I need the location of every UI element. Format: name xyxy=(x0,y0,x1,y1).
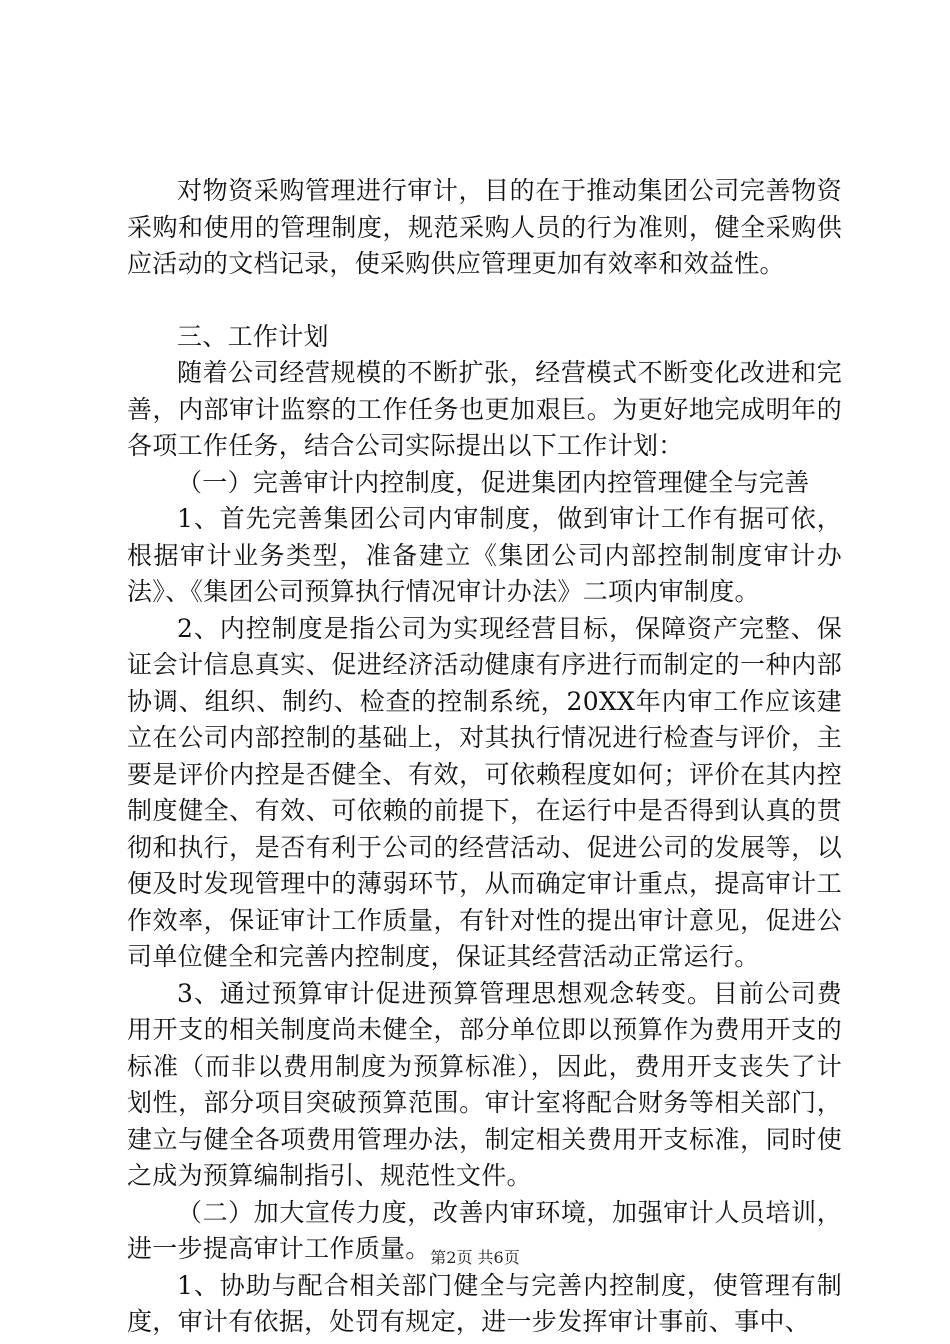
paragraph-item-2: 2、内控制度是指公司为实现经营目标，保障资产完整、保证会计信息真实、促进经济活动健康有序进行而制定的一种内部协调、组织、制约、检查的控制系统，20XX年内审工作应该建立在公司内部控制的基础上，对其执行情况进行检查与评价，主要是评价内控是否健全、有效，可依赖程度如何；评价在其内控制度健全、有效、可依赖的前提下，在运行中是否得到认真的贯彻和执行，是否有利于公司的经营活动、促进公司的发展等，以便及时发现管理中的薄弱环节，从而确定审计重点，提高审计工作效率，保证审计工作质量，有针对性的提出审计意见，促进公司单位健全和完善内控制度，保证其经营活动正常运行。 xyxy=(127,613,842,971)
subheading-two: （二）加大宣传力度，改善内审环境，加强审计人员培训，进一步提高审计工作质量。 xyxy=(127,1197,842,1263)
paragraph-work-plan-intro: 随着公司经营规模的不断扩张，经营模式不断变化改进和完善，内部审计监察的工作任务也更加艰巨。为更好地完成明年的各项工作任务，结合公司实际提出以下工作计划： xyxy=(127,358,842,460)
paragraph-item-3: 3、通过预算审计促进预算管理思想观念转变。目前公司费用开支的相关制度尚未健全，部分单位即以预算作为费用开支的标准（而非以费用制度为预算标准），因此，费用开支丧失了计划性，部分项目突破预算范围。审计室将配合财务等相关部门，建立与健全各项费用管理办法，制定相关费用开支标准，同时使之成为预算编制指引、规范性文件。 xyxy=(127,978,842,1190)
document-body xyxy=(127,173,842,1341)
paragraph-purchasing-audit: 对物资采购管理进行审计，目的在于推动集团公司完善物资采购和使用的管理制度，规范采购人员的行为准则，健全采购供应活动的文档记录，使采购供应管理更加有效率和效益性。 xyxy=(127,176,842,278)
page-number-footer: 第2页 共6页 xyxy=(430,1248,520,1267)
paragraph-item-two-1: 1、协助与配合相关部门健全与完善内控制度，使管理有制度，审计有依据，处罚有规定，进一步发挥审计事前、事中、 xyxy=(127,1270,842,1336)
subheading-one: （一）完善审计内控制度，促进集团内控管理健全与完善 xyxy=(177,467,810,497)
paragraph-item-1: 1、首先完善集团公司内审制度，做到审计工作有据可依，根据审计业务类型，准备建立《集团公司内部控制制度审计办法》、《集团公司预算执行情况审计办法》二项内审制度。 xyxy=(127,504,842,606)
section-heading-work-plan: 三、工作计划 xyxy=(177,321,329,351)
paragraph-spacer xyxy=(127,283,842,319)
